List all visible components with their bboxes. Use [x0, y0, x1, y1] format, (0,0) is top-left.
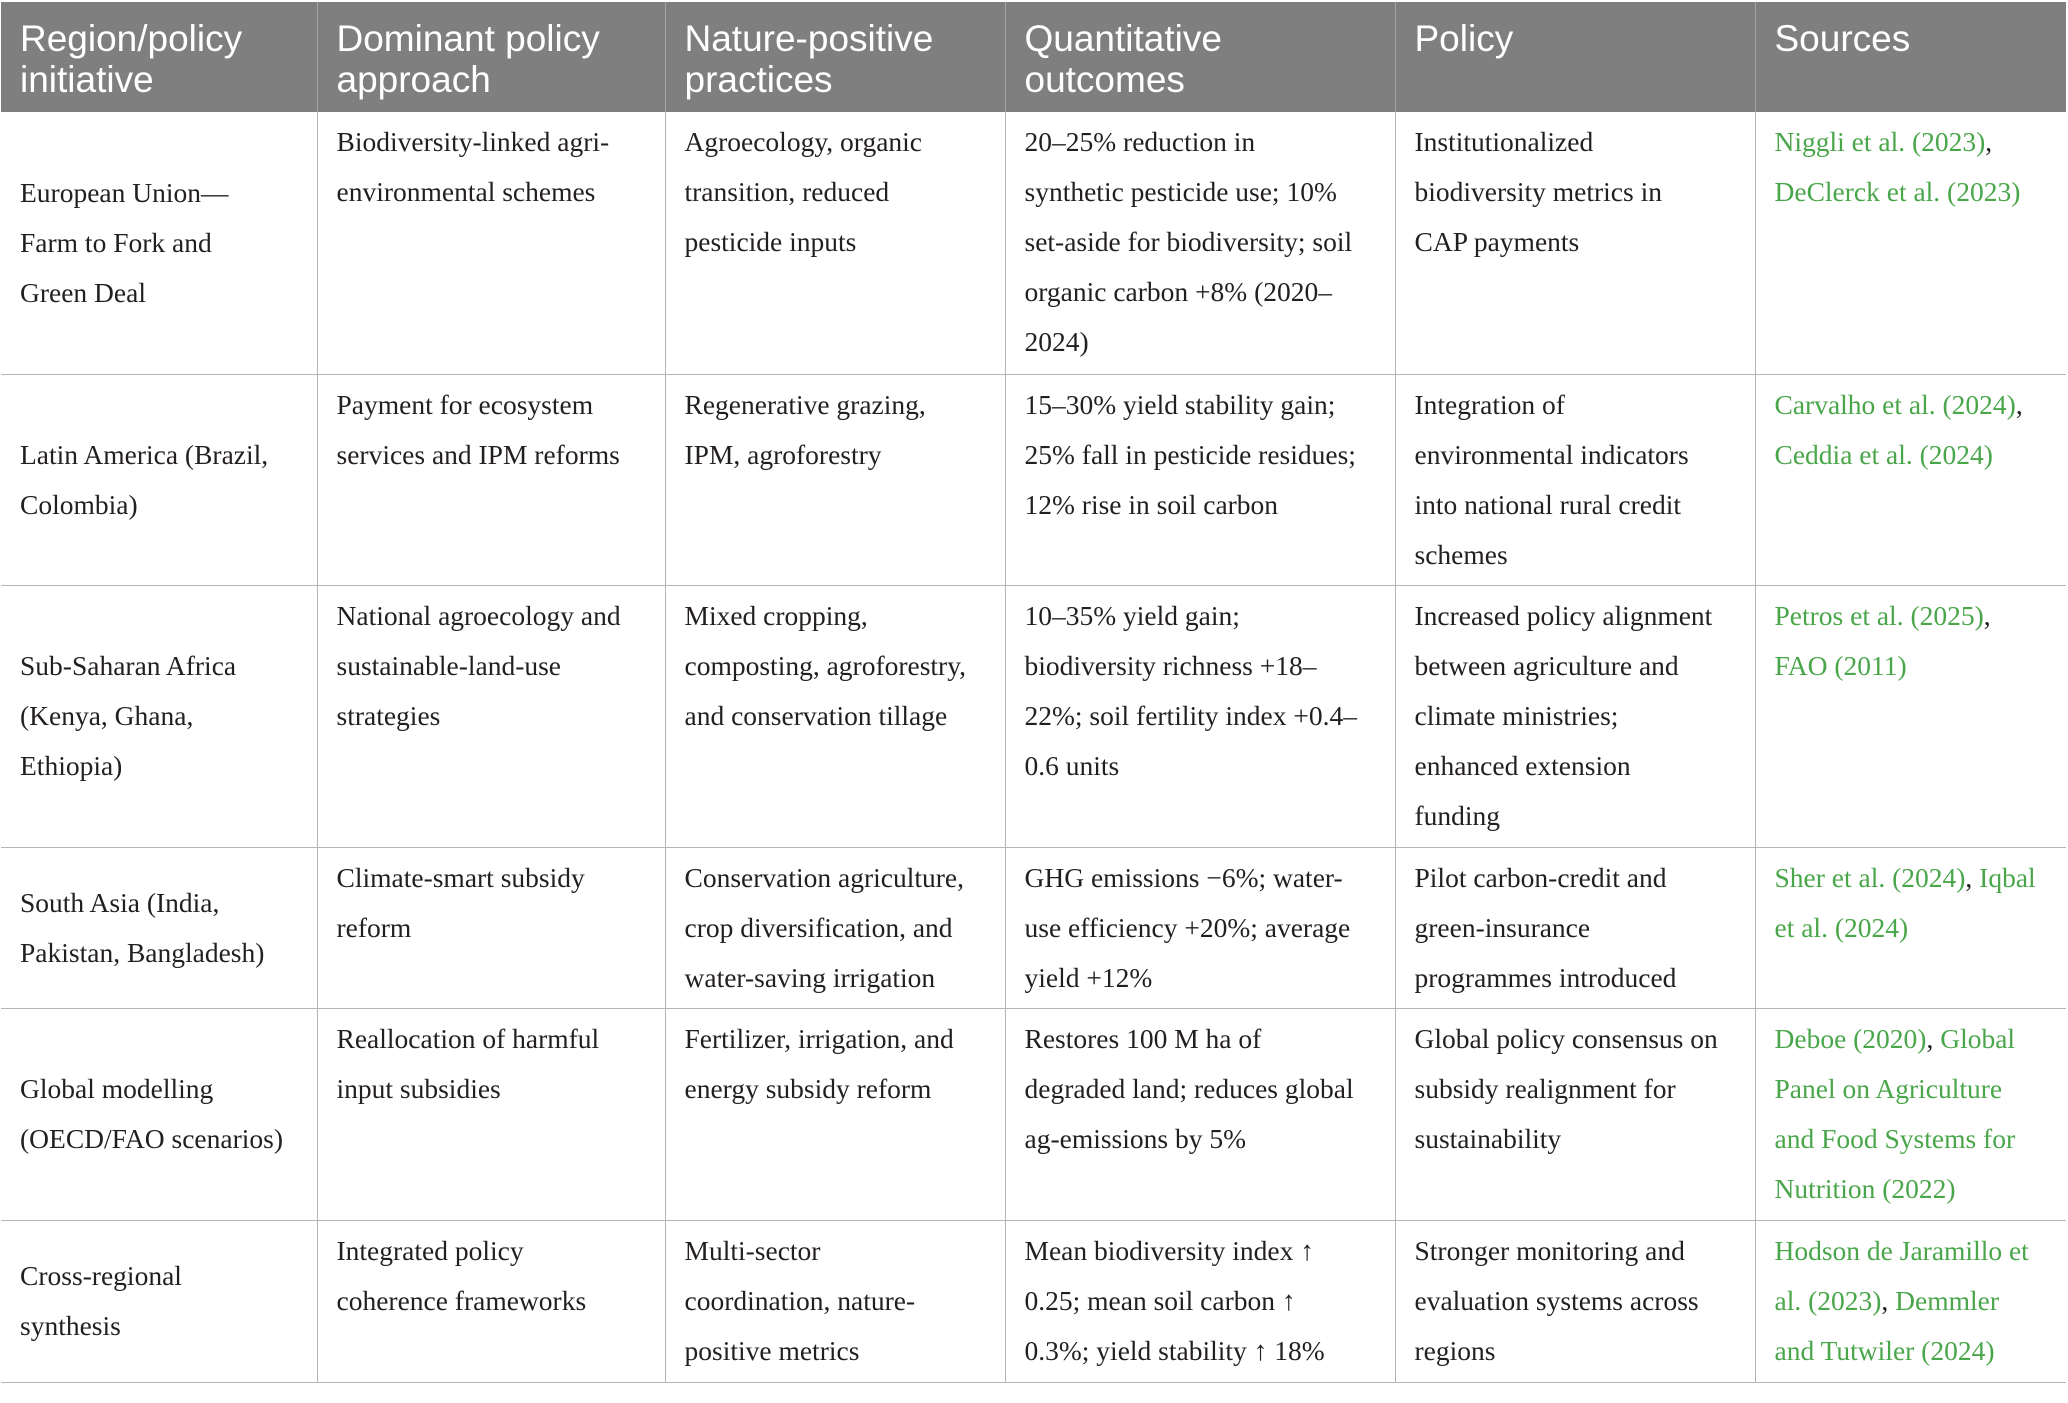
source-link[interactable]: Ceddia et al. (2024)	[1774, 438, 1993, 470]
policy-cell: Pilot carbon-credit and green-insurance programmes introduced	[1395, 847, 1755, 1008]
approach-cell: National agroecology and sustainable-land-use strategies	[317, 585, 665, 847]
approach-cell: Integrated policy coherence frameworks	[317, 1220, 665, 1382]
table-row	[1, 112, 2066, 374]
practices-cell: Mixed cropping, composting, agroforestry, and conservation tillage	[665, 585, 1005, 847]
source-link[interactable]: Carvalho et al. (2024)	[1774, 388, 2016, 420]
practices-cell: Multi-sector coordination, nature- positive metrics	[665, 1220, 1005, 1382]
table-header	[1, 2, 2066, 112]
header-row	[1, 2, 2066, 112]
header-region: Region/policy initiative	[1, 2, 317, 112]
source-link[interactable]: FAO (2011)	[1774, 649, 1907, 681]
source-link[interactable]: Demmler and Tutwiler (2024)	[1774, 1284, 2000, 1366]
region-cell: Global modelling (OECD/FAO scenarios)	[1, 1008, 317, 1220]
source-link[interactable]: Iqbal et al. (2024)	[1774, 861, 2036, 943]
practices-cell: Regenerative grazing, IPM, agroforestry	[665, 374, 1005, 585]
source-separator: ,	[1926, 1022, 1941, 1054]
table-row	[1, 585, 2066, 847]
table-body	[1, 112, 2066, 1382]
practices-cell: Agroecology, organic transition, reduced pesticide inputs	[665, 112, 1005, 374]
sources-cell	[1755, 374, 2066, 585]
policy-cell: Increased policy alignment between agriculture and climate ministries; enhanced extension funding	[1395, 585, 1755, 847]
practices-cell: Fertilizer, irrigation, and energy subsidy reform	[665, 1008, 1005, 1220]
policy-cell: Integration of environmental indicators into national rural credit schemes	[1395, 374, 1755, 585]
source-link[interactable]: Hodson de Jaramillo et al. (2023)	[1774, 1234, 2029, 1316]
policy-cell: Global policy consensus on subsidy realignment for sustainability	[1395, 1008, 1755, 1220]
source-link[interactable]: DeClerck et al. (2023)	[1774, 176, 2021, 207]
outcomes-cell: 15–30% yield stability gain; 25% fall in pesticide residues; 12% rise in soil carbon	[1005, 374, 1395, 585]
region-cell: Cross-regional synthesis	[1, 1220, 317, 1382]
approach-cell: Payment for ecosystem services and IPM reforms	[317, 374, 665, 585]
header-policy: Policy	[1395, 2, 1755, 112]
policy-comparison-table	[1, 2, 2066, 1383]
source-link[interactable]: Petros et al. (2025)	[1774, 599, 1984, 631]
policy-cell: Stronger monitoring and evaluation systems across regions	[1395, 1220, 1755, 1382]
policy-cell: Institutionalized biodiversity metrics in CAP payments	[1395, 112, 1755, 374]
source-separator: ,	[2015, 388, 2023, 420]
outcomes-cell: 10–35% yield gain; biodiversity richness +18– 22%; soil fertility index +0.4– 0.6 units	[1005, 585, 1395, 847]
approach-cell: Climate-smart subsidy reform	[317, 847, 665, 1008]
source-separator: ,	[1983, 599, 1991, 631]
region-cell: Sub-Saharan Africa (Kenya, Ghana, Ethiopia)	[1, 585, 317, 847]
practices-cell: Conservation agriculture, crop diversification, and water-saving irrigation	[665, 847, 1005, 1008]
source-separator: ,	[1965, 861, 1980, 893]
outcomes-cell: Mean biodiversity index ↑ 0.25; mean soil carbon ↑ 0.3%; yield stability ↑ 18%	[1005, 1220, 1395, 1382]
source-link[interactable]: Global Panel on Agriculture and Food Systems for Nutrition (2022)	[1774, 1022, 2016, 1204]
region-cell: South Asia (India, Pakistan, Bangladesh)	[1, 847, 317, 1008]
region-cell: Latin America (Brazil, Colombia)	[1, 374, 317, 585]
header-sources: Sources	[1755, 2, 2066, 112]
outcomes-cell: GHG emissions −6%; water- use efficiency +20%; average yield +12%	[1005, 847, 1395, 1008]
sources-cell	[1755, 847, 2066, 1008]
outcomes-cell: Restores 100 M ha of degraded land; reduces global ag-emissions by 5%	[1005, 1008, 1395, 1220]
region-cell: European Union— Farm to Fork and Green Deal	[1, 112, 317, 374]
sources-cell	[1755, 1008, 2066, 1220]
source-link[interactable]: Niggli et al. (2023)	[1774, 126, 1986, 157]
outcomes-cell: 20–25% reduction in synthetic pesticide use; 10% set-aside for biodiversity; soil organic carbon +8% (2020– 2024)	[1005, 112, 1395, 374]
sources-cell	[1755, 585, 2066, 847]
table-row	[1, 1220, 2066, 1382]
table-row	[1, 847, 2066, 1008]
source-separator: ,	[1985, 126, 1993, 157]
sources-cell	[1755, 112, 2066, 374]
approach-cell: Reallocation of harmful input subsidies	[317, 1008, 665, 1220]
header-outcomes: Quantitative outcomes	[1005, 2, 1395, 112]
header-practices: Nature-positive practices	[665, 2, 1005, 112]
source-separator: ,	[1881, 1284, 1896, 1316]
header-approach: Dominant policy approach	[317, 2, 665, 112]
sources-cell	[1755, 1220, 2066, 1382]
table-row	[1, 1008, 2066, 1220]
source-link[interactable]: Sher et al. (2024)	[1774, 861, 1966, 893]
approach-cell: Biodiversity-linked agri- environmental schemes	[317, 112, 665, 374]
source-link[interactable]: Deboe (2020)	[1774, 1022, 1927, 1054]
table-row	[1, 374, 2066, 585]
